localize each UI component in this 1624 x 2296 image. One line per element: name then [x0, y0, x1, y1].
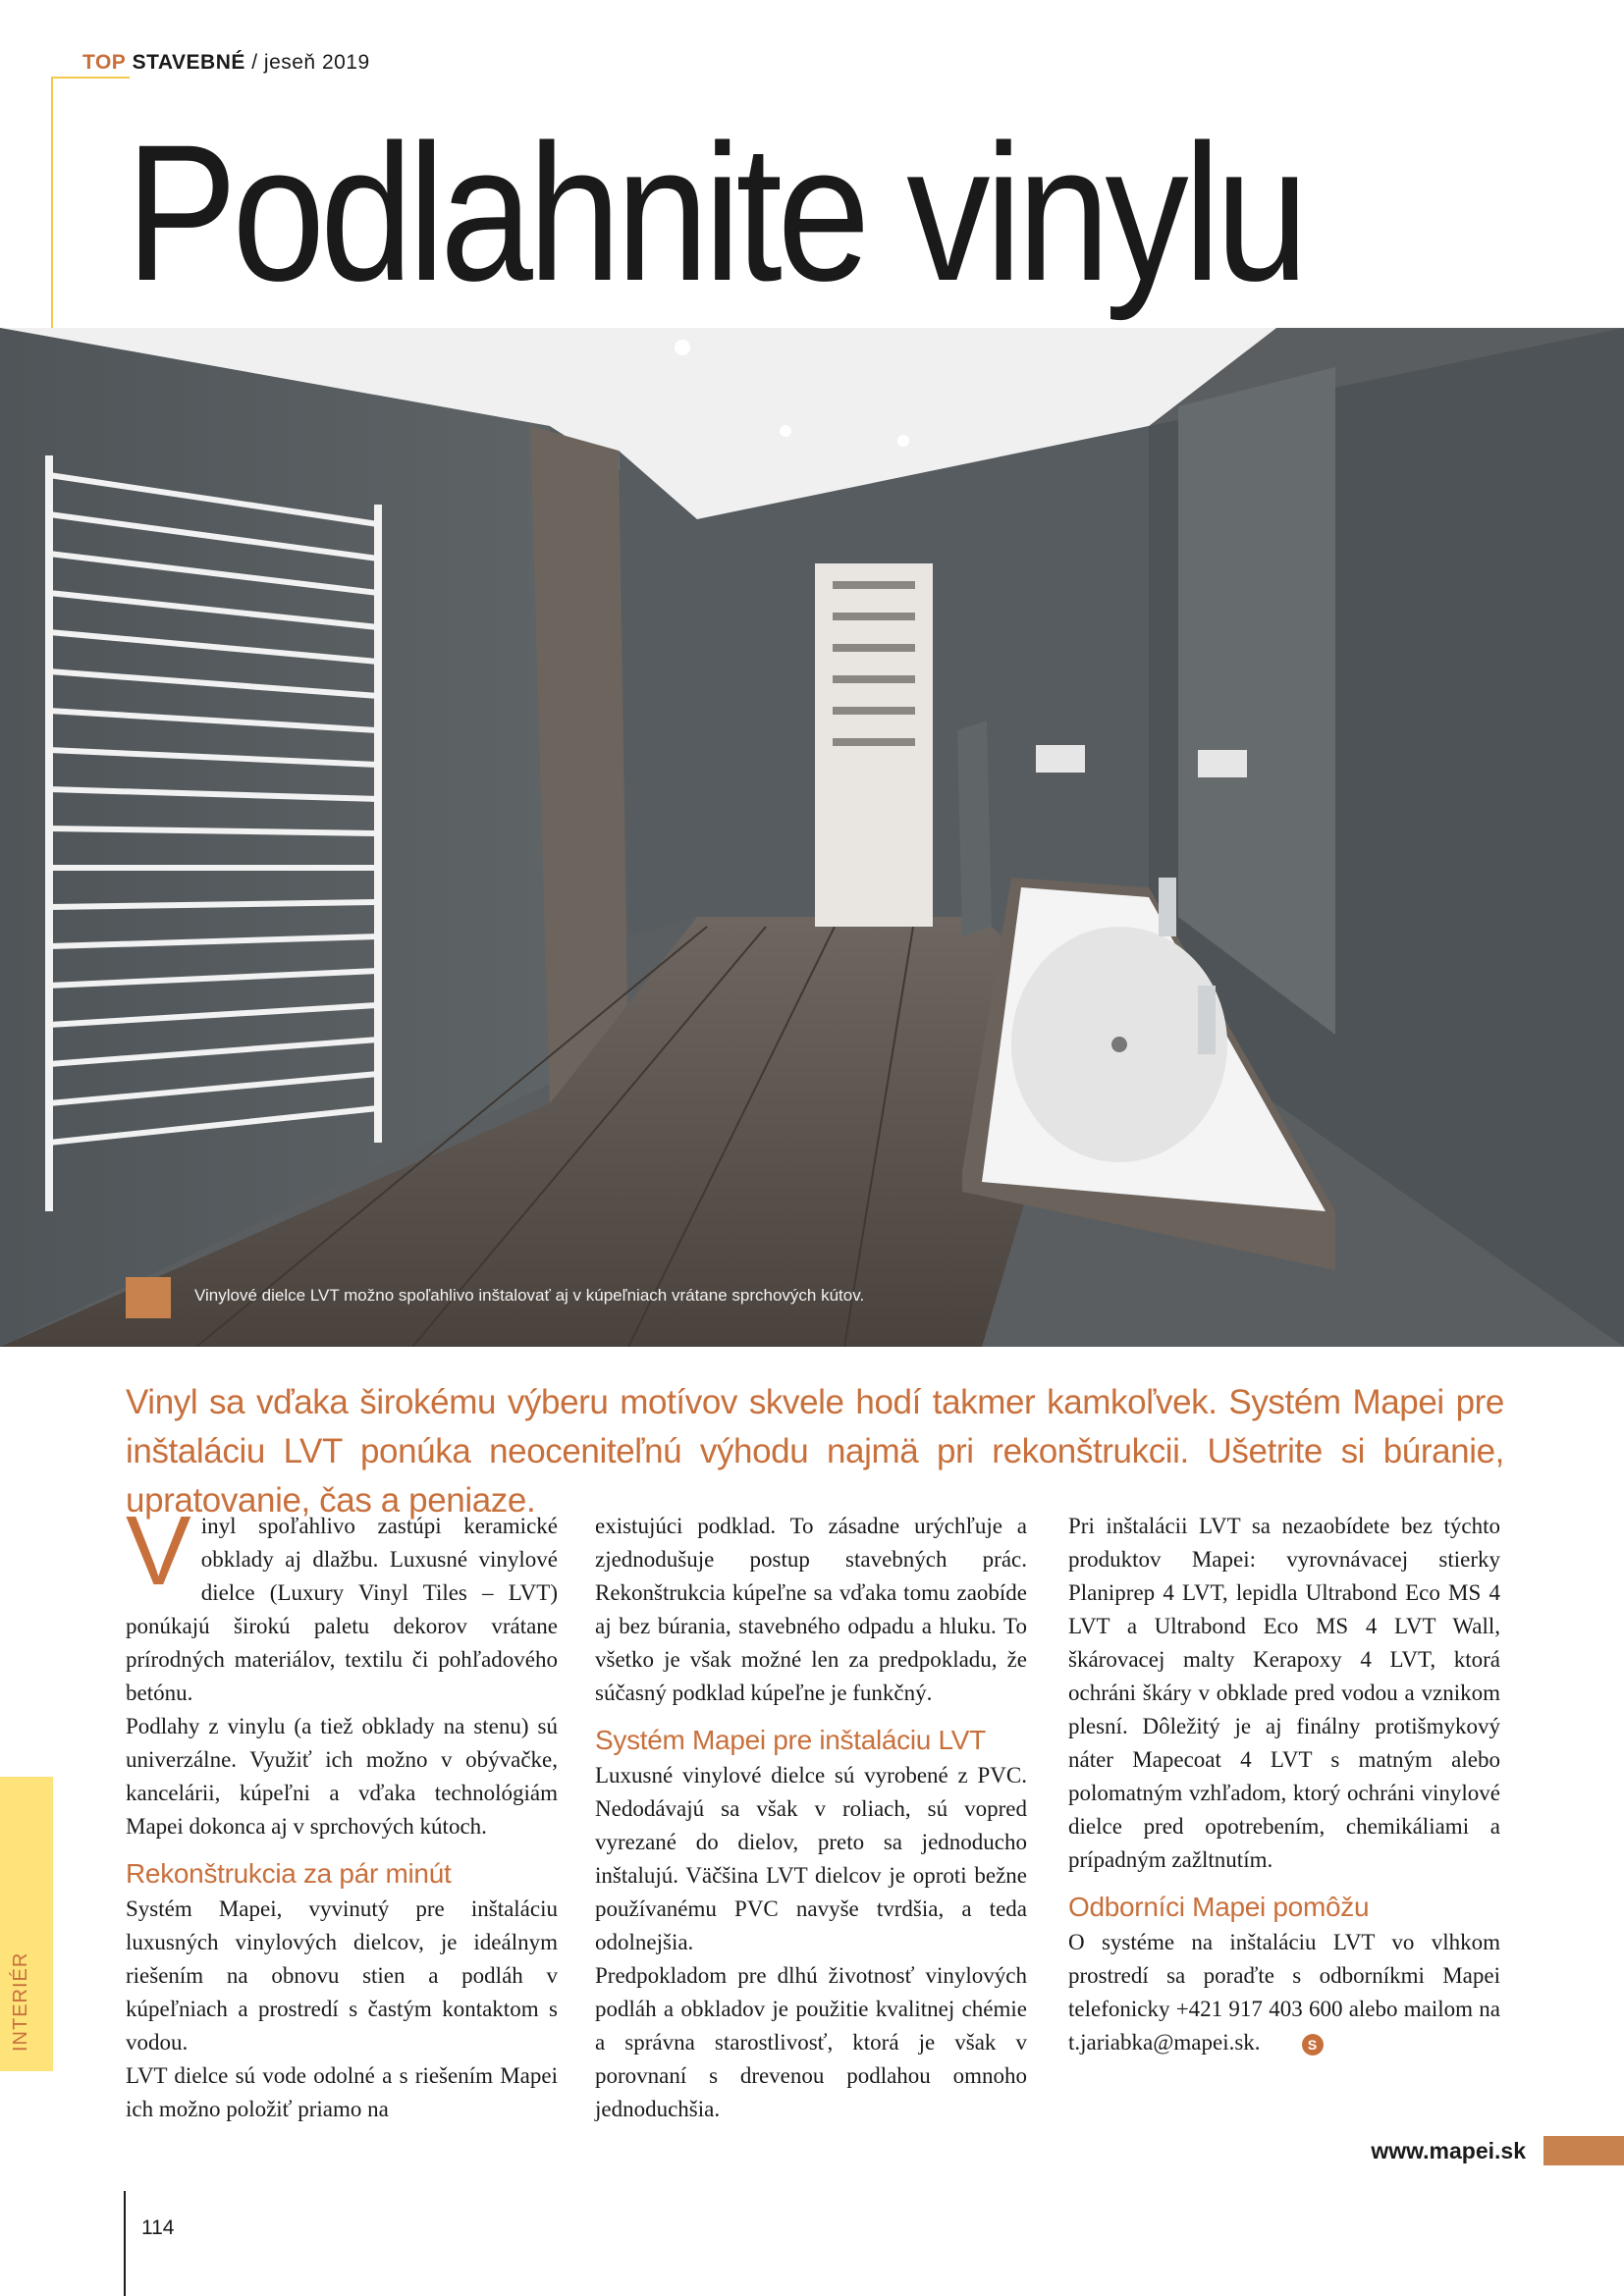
header-top: TOP — [82, 51, 127, 74]
column-2 — [595, 1510, 1027, 2126]
col3-paragraph-2 — [1068, 1926, 1500, 2059]
col1-paragraph-3: Systém Mapei, vyvinutý pre inštaláciu luxusných vinylových dielcov, je ideálnym riešením na obnovu stien a podláh v kúpeľniach a prostredí s častým kontaktom s vodou. — [126, 1896, 558, 2055]
end-mark-icon: S — [1302, 2034, 1324, 2056]
header-separator: / — [251, 51, 258, 74]
col3-paragraph-1: Pri inštalácii LVT sa nezaobídete bez týchto produktov Mapei: vyrovnávacej stierky Planiprep 4 LVT, lepidla Ultrabond Eco MS 4 LVT a Ultrabond Eco MS 4 LVT Wall, škárovacej malty Kerapoxy 4 LVT, ktorá ochráni škáry v obklade pred vodou a vznikom plesní. Dôležitý je aj finálny protišmykový náter Mapecoat 4 LVT s matným alebo polomatným vzhľadom, ktorý ochráni vinylové dielce pred opotrebením, chemikáliami a prípadným zažltnutím. — [1068, 1514, 1500, 1872]
page-number-rule — [124, 2191, 126, 2296]
page-number: 114 — [141, 2216, 175, 2239]
magazine-header — [82, 51, 370, 75]
website-link[interactable]: www.mapei.sk — [1371, 2138, 1526, 2163]
header-issue: jeseň 2019 — [263, 51, 370, 74]
website-bar — [1543, 2136, 1624, 2165]
drop-cap: V — [126, 1496, 191, 1606]
col1-paragraph-2: Podlahy z vinylu (a tiež obklady na stenu) sú univerzálne. Využiť ich možno v obývačke, kancelárii, kúpeľni a vďaka technológiám Mapei dokonca aj v sprchových kútoch. — [126, 1714, 558, 1839]
header-rule-horizontal — [51, 77, 130, 79]
col2-paragraph-2: Luxusné vinylové dielce sú vyrobené z PVC. Nedodávajú sa však v roliach, sú vopred vyrezané do dielov, preto sa jednoducho inštalujú. Väčšina LVT dielcov je oproti bežne používanému PVC navyše tvrdšia, a teda odolnejšia. — [595, 1763, 1027, 1954]
article-title: Podlahnite vinylu — [126, 104, 1304, 321]
col2-paragraph-3: Predpokladom pre dlhú životnosť vinylových podláh a obkladov je použitie kvalitnej chémie a správna starostlivosť, ktorá je však v porovnaní s drevenou podlahou omnoho jednoduchšia. — [595, 1963, 1027, 2121]
caption-marker — [126, 1277, 171, 1318]
col2-paragraph-1: existujúci podklad. To zásadne urýchľuje a zjednodušuje postup stavebných prác. Rekonštrukcia kúpeľne sa vďaka tomu zaobíde aj bez búrania, stavebného odpadu a hluku. To všetko je však možné len za predpokladu, že súčasný podklad kúpeľne je funkčný. — [595, 1514, 1027, 1705]
section-label: INTERIÉR — [10, 1951, 31, 2052]
col3-heading: Odborníci Mapei pomôžu — [1068, 1892, 1370, 1922]
header-stavebne: STAVEBNÉ — [132, 51, 245, 74]
column-1 — [126, 1496, 558, 2126]
col1-p1-text: inyl spoľahlivo zastúpi keramické obklady aj dlažbu. Luxusné vinylové dielce (Luxury Vinyl Tiles – LVT) ponúkajú širokú paletu dekorov vrátane prírodných materiálov, textilu či pohľadového betónu. — [126, 1514, 558, 1705]
photo-caption: Vinylové dielce LVT možno spoľahlivo inštalovať aj v kúpeľniach vrátane sprchových kútov. — [194, 1286, 865, 1305]
column-3 — [1068, 1510, 1500, 2059]
lead-paragraph: Vinyl sa vďaka širokému výberu motívov skvele hodí takmer kamkoľvek. Systém Mapei pre inštaláciu LVT ponúka neoceniteľnú výhodu najmä pri rekonštrukcii. Ušetrite si búranie, upratovanie, čas a peniaze. — [126, 1383, 1504, 1520]
col1-paragraph-1 — [126, 1496, 558, 1710]
bathroom-photo — [0, 328, 1624, 1347]
col2-heading: Systém Mapei pre inštaláciu LVT — [595, 1725, 986, 1755]
col1-paragraph-4: LVT dielce sú vode odolné a s riešením Mapei ich možno položiť priamo na — [126, 2063, 558, 2121]
bathroom-illustration — [0, 328, 1624, 1347]
col3-p2-text: O systéme na inštaláciu LVT vo vlhkom prostredí sa poraďte s odborníkmi Mapei telefonicky +421 917 403 600 alebo mailom na t.jariabka@mapei.sk. — [1068, 1930, 1500, 2055]
col1-heading: Rekonštrukcia za pár minút — [126, 1858, 452, 1889]
